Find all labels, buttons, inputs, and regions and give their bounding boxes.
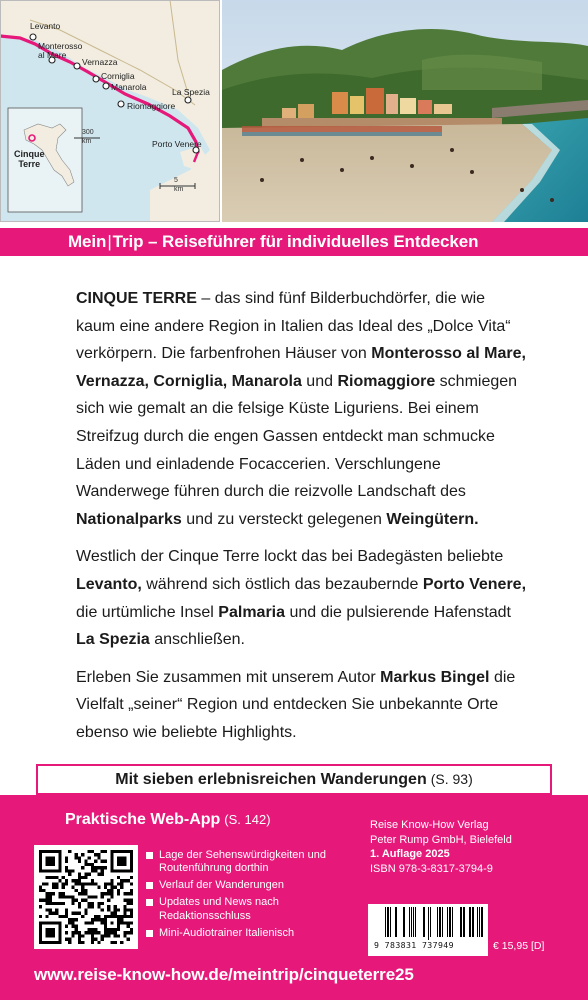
region-map-graphic bbox=[0, 0, 220, 222]
brand-mein: Mein bbox=[68, 232, 107, 251]
publisher-line-1: Reise Know-How Verlag bbox=[370, 819, 489, 831]
highlight-text: CINQUE TERRE bbox=[76, 290, 197, 307]
highlight-text: Palmaria bbox=[218, 603, 286, 621]
inset-label-cinque-terre: Cinque Terre bbox=[14, 149, 45, 169]
highlight-text: La Spezia bbox=[76, 631, 150, 649]
blurb-paragraph-1 bbox=[76, 285, 528, 533]
bullet-square-icon bbox=[146, 899, 153, 906]
hikes-page-ref: (S. 93) bbox=[430, 771, 473, 787]
qr-code-graphic bbox=[39, 850, 133, 944]
body-text-run: und die pulsierende Hafenstadt bbox=[285, 603, 511, 621]
map-scale-label: 5 km bbox=[174, 177, 184, 193]
bullet-square-icon bbox=[146, 882, 153, 889]
bullet-square-icon bbox=[146, 930, 153, 937]
feature-item bbox=[145, 896, 355, 923]
feature-text: Mini-Audiotrainer Italienisch bbox=[159, 926, 295, 939]
barcode-graphic bbox=[368, 904, 488, 940]
beach-photo-graphic bbox=[222, 0, 588, 222]
bottom-info-block bbox=[0, 795, 588, 1000]
highlight-text: Riomaggiore bbox=[337, 372, 436, 390]
body-text-run: die urtümliche Insel bbox=[76, 603, 219, 621]
barcode-digits: 9 783831 737949 bbox=[374, 940, 454, 950]
feature-text: Lage der Sehenswürdigkeiten und Routenführung dorthin bbox=[159, 849, 326, 875]
website-url[interactable]: www.reise-know-how.de/meintrip/cinqueterre25 bbox=[34, 965, 414, 984]
highlight-text: Markus Bingel bbox=[380, 668, 490, 686]
map-town-la-spezia: La Spezia bbox=[172, 87, 210, 97]
highlight-text: Monterosso al Mare, Vernazza, Corniglia, Manarola bbox=[76, 345, 526, 390]
highlight-text: Levanto, bbox=[76, 575, 142, 593]
webapp-heading bbox=[65, 811, 271, 829]
blurb-paragraph-3 bbox=[76, 664, 528, 747]
body-text-run: Erleben Sie zusammen mit unserem Autor bbox=[76, 668, 381, 686]
body-text-run: Westlich der Cinque Terre lockt das bei Badegästen beliebte bbox=[76, 548, 504, 566]
map-town-vernazza: Vernazza bbox=[82, 57, 118, 67]
map-town-manarola: Manarola bbox=[111, 82, 147, 92]
body-text-run: anschließen. bbox=[149, 631, 245, 649]
blurb-paragraph-2 bbox=[76, 543, 528, 653]
highlight-text: Weingütern. bbox=[386, 510, 479, 528]
body-text-run: während sich östlich das bezaubernde bbox=[141, 575, 423, 593]
body-text-run: – das sind fünf Bilderbuchdörfer, die wie kaum eine andere Region in Italien das Ideal des „Dolce Vita“ verkörpern. Die farbenfrohen Häuser von bbox=[76, 290, 511, 363]
bullet-square-icon bbox=[146, 852, 153, 859]
map-town-riomaggiore: Riomaggiore bbox=[127, 101, 176, 111]
body-text-run: und bbox=[301, 372, 338, 390]
body-text-run: und zu versteckt gelegenen bbox=[181, 510, 387, 528]
inset-scale-label: 300 km bbox=[82, 129, 94, 145]
qr-code bbox=[34, 845, 138, 949]
brand-trip: Trip bbox=[112, 232, 144, 251]
map-town-monterosso: Monterosso al Mare bbox=[38, 41, 83, 60]
series-banner bbox=[0, 228, 588, 256]
webapp-page-ref: (S. 142) bbox=[224, 812, 271, 827]
map-town-levanto: Levanto bbox=[30, 21, 61, 31]
highlight-text: Porto Venere, bbox=[422, 575, 527, 593]
webapp-title: Praktische Web-App bbox=[65, 811, 221, 828]
body-text-run: schmiegen sich wie gemalt an die felsige Küste Liguriens. Bei einem Streifzug durch die engen Gassen entdeckt man schmucke Läden und einladende Focaccerien. Verschlungene Wanderwege führen durch die reizvolle Landschaft des bbox=[76, 372, 518, 501]
map-town-porto-venere: Porto Venere bbox=[152, 139, 202, 149]
hikes-label: Mit sieben erlebnisreichen Wanderungen bbox=[115, 771, 427, 788]
publisher-info bbox=[370, 818, 512, 876]
webapp-features-list bbox=[145, 849, 355, 943]
brand-separator: | bbox=[107, 232, 112, 251]
edition: 1. Auflage 2025 bbox=[370, 848, 450, 860]
blurb-text bbox=[76, 285, 528, 757]
series-tagline: – Reiseführer für individuelles Entdecken bbox=[143, 232, 479, 251]
feature-item bbox=[145, 849, 355, 876]
cover-top-images bbox=[0, 0, 588, 228]
region-map bbox=[0, 0, 220, 222]
feature-item bbox=[145, 927, 355, 940]
map-town-corniglia: Corniglia bbox=[101, 71, 135, 81]
body-text-run: die Vielfalt „seiner“ Region und entdecken Sie unbekannte Orte ebenso wie beliebte Highlights. bbox=[76, 668, 516, 741]
feature-text: Verlauf der Wanderungen bbox=[159, 879, 284, 892]
feature-text: Updates und News nach Redaktionsschluss bbox=[159, 896, 279, 922]
beach-photo bbox=[222, 0, 588, 222]
hikes-box bbox=[36, 764, 552, 795]
price: € 15,95 [D] bbox=[493, 940, 545, 952]
isbn: ISBN 978-3-8317-3794-9 bbox=[370, 862, 493, 875]
highlight-text: Nationalparks bbox=[76, 510, 182, 528]
publisher-line-2: Peter Rump GmbH, Bielefeld bbox=[370, 833, 512, 846]
feature-item bbox=[145, 879, 355, 892]
